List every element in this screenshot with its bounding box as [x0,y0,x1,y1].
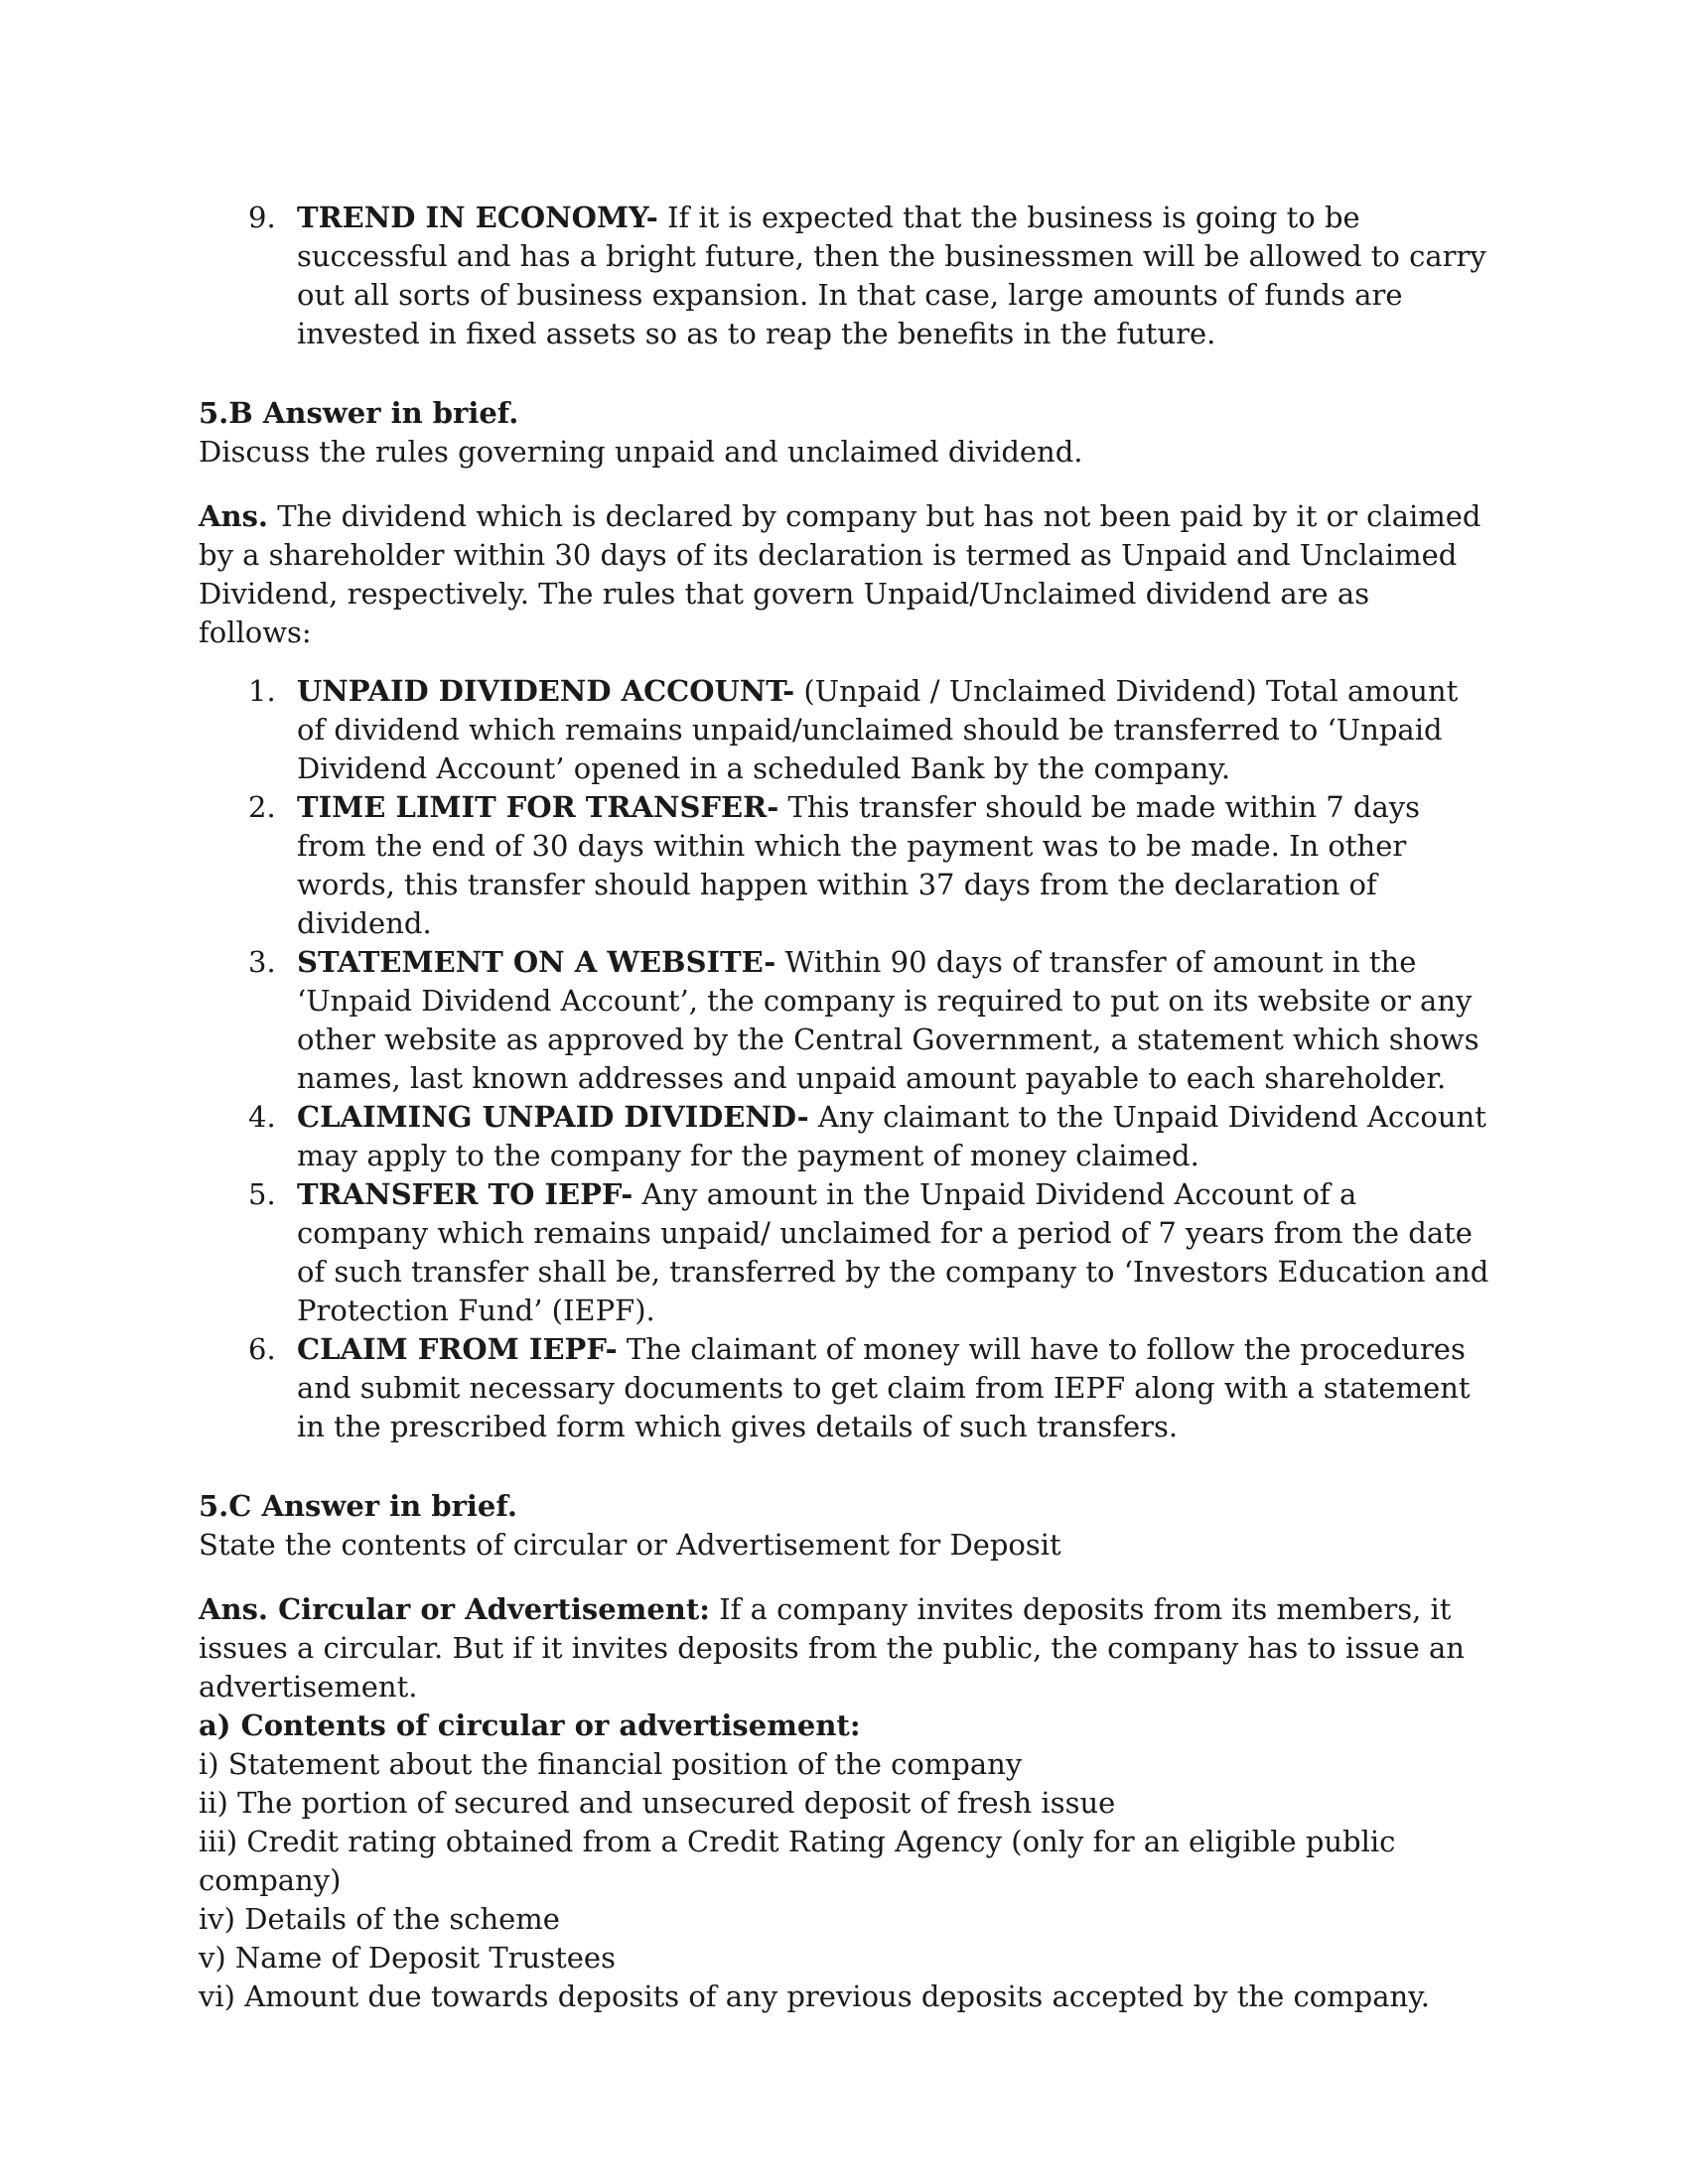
contents-item: iii) Credit rating obtained from a Credit Rating Agency (only for an eligible public company) [199,1825,1396,1897]
list-item-text: (Unpaid / Unclaimed Dividend) Total amount of dividend which remains unpaid/unclaimed should be transferred to ‘Unpaid Dividend Account’ opened in a scheduled Bank by the company. [297,674,1459,785]
section-heading-5b: 5.B Answer in brief. [199,396,519,430]
rules-list [199,672,1489,1446]
contents-heading: a) Contents of circular or advertisement: [199,1708,861,1742]
answer-text: If a company invites deposits from its members, it issues a circular. But if it invites deposits from the public, the company has to issue an advertisement. [199,1592,1465,1704]
contents-item: ii) The portion of secured and unsecured deposit of fresh issue [199,1786,1116,1820]
list-item-text: Any amount in the Unpaid Dividend Account of a company which remains unpaid/ unclaimed for a period of 7 years from the date of such transfer shall be, transferred by the company to ‘Investors Education and Protection Fund’ (IEPF). [297,1177,1489,1327]
list-item-title: TIME LIMIT FOR TRANSFER- [297,790,779,824]
list-item [199,788,1489,943]
list-item-text: Any claimant to the Unpaid Dividend Account may apply to the company for the payment of money claimed. [297,1100,1486,1172]
list-item-text: This transfer should be made within 7 days from the end of 30 days within which the payment was to be made. In other words, this transfer should happen within 37 days from the declaration of dividend. [297,790,1421,940]
section-question-5c: State the contents of circular or Advertisement for Deposit [199,1528,1061,1562]
list-item [199,672,1489,788]
answer-text: The dividend which is declared by company but has not been paid by it or claimed by a shareholder within 30 days of its declaration is termed as Unpaid and Unclaimed Dividend, respectively. The rules that govern Unpaid/Unclaimed dividend are as follows: [199,499,1481,649]
list-item-number: 3. [248,945,276,979]
contents-list [199,1745,1489,2016]
list-item [199,1330,1489,1446]
list-item-number: 2. [248,790,276,824]
contents-item: i) Statement about the financial position of the company [199,1747,1023,1781]
contents-item: iv) Details of the scheme [199,1902,560,1936]
list-item-title: CLAIM FROM IEPF- [297,1332,618,1366]
list-item-text: Within 90 days of transfer of amount in the ‘Unpaid Dividend Account’, the company is required to put on its website or any other website as approved by the Central Government, a statement which shows names, last known addresses and unpaid amount payable to each shareholder. [297,945,1479,1095]
list-item [199,943,1489,1098]
document-page [199,199,1489,2016]
list-item-number: 5. [248,1177,276,1211]
answer-paragraph-5c [199,1590,1489,1706]
list-item-number: 1. [248,674,276,708]
list-item-title: UNPAID DIVIDEND ACCOUNT- [297,674,795,708]
answer-label: Ans. Circular or Advertisement: [199,1592,710,1626]
list-item [199,1098,1489,1175]
list-item-title: TRANSFER TO IEPF- [297,1177,633,1211]
list-item [199,1175,1489,1330]
list-item-number: 9. [248,201,276,234]
list-item-title: TREND IN ECONOMY- [297,201,658,234]
list-item-title: CLAIMING UNPAID DIVIDEND- [297,1100,809,1134]
list-item-title: STATEMENT ON A WEBSITE- [297,945,776,979]
section-question-5b: Discuss the rules governing unpaid and unclaimed dividend. [199,435,1083,469]
list-item-trend-in-economy [199,199,1489,353]
list-item-number: 4. [248,1100,276,1134]
answer-paragraph-5b [199,497,1489,652]
list-item-text: The claimant of money will have to follow the procedures and submit necessary documents to get claim from IEPF along with a statement in the prescribed form which gives details of such transfers. [297,1332,1471,1443]
answer-label: Ans. [199,499,269,533]
list-item-text: If it is expected that the business is going to be successful and has a bright future, then the businessmen will be allowed to carry out all sorts of business expansion. In that case, large amounts of funds are invested in fixed assets so as to reap the benefits in the future. [297,201,1486,350]
contents-item: vi) Amount due towards deposits of any previous deposits accepted by the company. [199,1979,1430,2013]
section-heading-5c: 5.C Answer in brief. [199,1489,517,1523]
list-item-number: 6. [248,1332,276,1366]
contents-item: v) Name of Deposit Trustees [199,1941,616,1975]
